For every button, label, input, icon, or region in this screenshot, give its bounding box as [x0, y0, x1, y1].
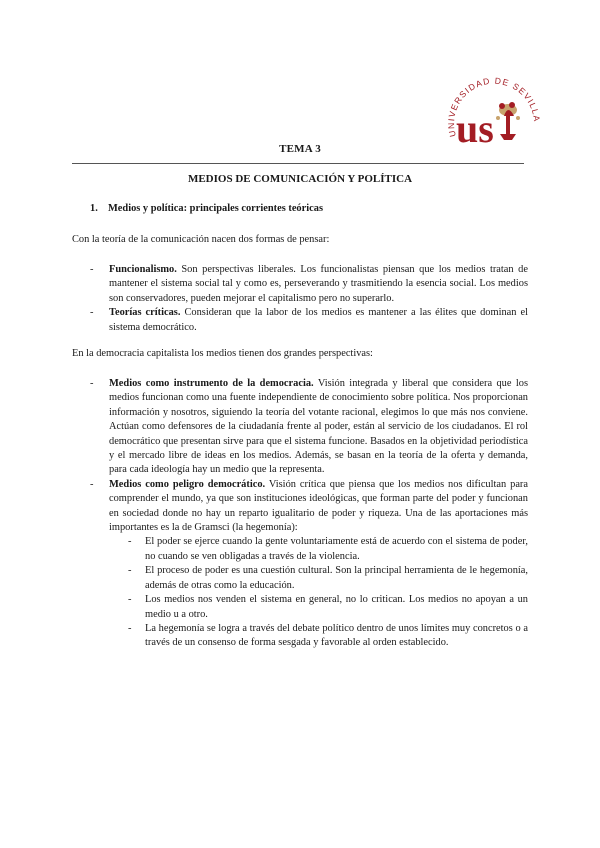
section-title: Medios y política: principales corrientes teóricas — [108, 203, 323, 214]
list-item — [90, 263, 528, 306]
term: Medios como peligro democrático. — [109, 478, 266, 490]
bullet-dash: - — [128, 536, 132, 548]
term-description: Visión crítica que piensa que los medios nos dificultan para comprender el mundo, ya que son instituciones ideológicas, que forman parte del poder y funcionan en sociedad donde no hay un reparto igualitario de poder y riqueza. Una de las aportaciones más importantes es la de Gramsci (la hegemonía): — [109, 478, 529, 534]
university-logo — [446, 66, 542, 148]
term: Teorías críticas. — [109, 307, 181, 319]
bullet-dash: - — [90, 378, 94, 389]
gramsci-points-list — [128, 535, 528, 650]
list-item — [90, 377, 528, 478]
perspectives-list — [90, 377, 528, 651]
page-subtitle: MEDIOS DE COMUNICACIÓN Y POLÍTICA — [187, 173, 413, 185]
term-description: Son perspectivas liberales. Los funcionalistas piensan que los medios tratan de mantener el sistema social tal y como es, perseverando y trasmitiendo la esencia social. Los medios son conservadores, pueden mejorar el capitalismo pero no superarlo. — [109, 264, 528, 304]
bullet-dash: - — [128, 594, 132, 606]
logo-ring-text: UNIVERSIDAD DE SEVILLA — [446, 75, 542, 138]
bullet-dash: - — [128, 565, 132, 577]
sub-list-item — [128, 535, 528, 564]
title-divider — [72, 163, 524, 164]
term-description: Visión integrada y liberal que considera que los medios funcionan como una fuente independiente de conocimiento sobre política. Nos proporcionan información y nosotros, siguiendo la teoría del votante racional, elegimos lo que más nos conviene. Actúan como defensores de la ciudadanía frente al poder, están al servicio de los ciudadanos. El rol democrático que presentan sirve para que el sistema funcione. Basados en la objetividad periodística y el mercado libre de ideas en los medios. Además, se basan en la teoría de la oferta y demanda, para cada ideología hay un medio que la representa. — [109, 378, 528, 476]
bullet-dash: - — [90, 478, 94, 490]
sub-list-item — [128, 564, 528, 593]
sub-list-item — [128, 593, 528, 622]
term-description: Consideran que la labor de los medios es mantener a las élites que dominan el sistema democrático. — [109, 307, 528, 333]
term: Medios como instrumento de la democracia. — [109, 378, 314, 389]
bullet-dash: - — [90, 307, 94, 319]
list-item — [90, 478, 528, 651]
sub-item-text: El proceso de poder es una cuestión cultural. Son la principal herramienta de le hegemonía, además de otras como la educación. — [145, 565, 528, 591]
forms-list — [90, 263, 528, 335]
sub-item-text: La hegemonía se logra a través del debate político dentro de unos límites muy concretos o a través de un consenso de forma sesgada y favorable al orden establecido. — [145, 622, 528, 649]
sub-list-item — [128, 622, 528, 651]
sub-item-text: Los medios nos venden el sistema en general, no lo critican. Los medios no apoyan a un medio u a otro. — [145, 594, 528, 620]
logo-emblem-icon — [496, 102, 520, 140]
page-title: TEMA 3 — [279, 143, 321, 155]
intro-paragraph-2: En la democracia capitalista los medios tienen dos grandes perspectivas: — [72, 348, 373, 359]
bullet-dash: - — [128, 622, 132, 634]
list-item — [90, 306, 528, 335]
intro-paragraph-1: Con la teoría de la comunicación nacen dos formas de pensar: — [72, 234, 330, 245]
term: Funcionalismo. — [109, 264, 177, 275]
section-number: 1. — [90, 203, 98, 214]
logo-monogram: us — [456, 106, 494, 148]
sub-item-text: El poder se ejerce cuando la gente voluntariamente está de acuerdo con el sistema de poder, no cuando se ven obligadas a través de la violencia. — [145, 536, 528, 562]
bullet-dash: - — [90, 264, 94, 275]
section-heading — [90, 203, 323, 214]
